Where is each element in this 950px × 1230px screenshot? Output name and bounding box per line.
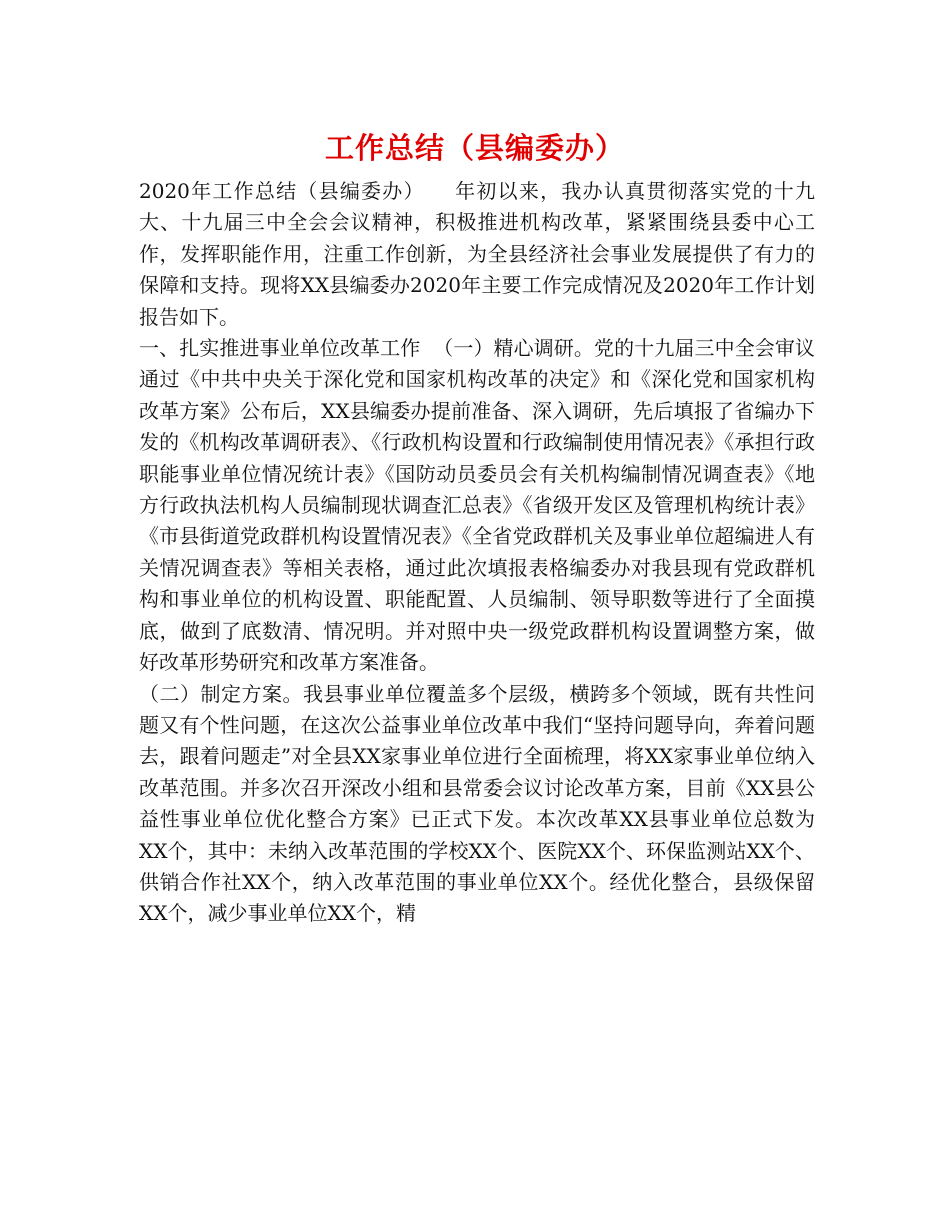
document-body (139, 176, 815, 930)
document-title: 工作总结（县编委办） (324, 131, 625, 165)
paragraph-section-1-plan: （二）制定方案。我县事业单位覆盖多个层级，横跨多个领域，既有共性问题又有个性问题，在这次公益事业单位改革中我们“坚持问题导向，奔着问题去，跟着问题走”对全县XX家事业单位进行全面梳理，将XX家事业单位纳入改革范围。并多次召开深改小组和县常委会议讨论改革方案，目前《XX县公益性事业单位优化整合方案》已正式下发。本次改革XX县事业单位总数为XX个，其中：未纳入改革范围的学校XX个、医院XX个、环保监测站XX个、供销合作社XX个，纳入改革范围的事业单位XX个。经优化整合，县级保留XX个，减少事业单位XX个，精 (139, 681, 815, 926)
paragraph-section-1-research: 一、扎实推进事业单位改革工作 （一）精心调研。党的十九届三中全会审议通过《中共中央关于深化党和国家机构改革的决定》和《深化党和国家机构改革方案》公布后，XX县编委办提前准备、深入调研，先后填报了省编办下发的《机构改革调研表》、《行政机构设置和行政编制使用情况表》《承担行政职能事业单位情况统计表》《国防动员委员会有关机构编制情况调查表》《地方行政执法机构人员编制现状调查汇总表》《省级开发区及管理机构统计表》《市县街道党政群机构设置情况表》《全省党政群机关及事业单位超编进人有关情况调查表》等相关表格，通过此次填报表格编委办对我县现有党政群机构和事业单位的机构设置、职能配置、人员编制、领导职数等进行了全面摸底，做到了底数清、情况明。并对照中央一级党政群机构设置调整方案，做好改革形势研究和改革方案准备。 (139, 336, 815, 675)
paragraph-intro: 2020年工作总结（县编委办） 年初以来，我办认真贯彻落实党的十九大、十九届三中全会会议精神，积极推进机构改革，紧紧围绕县委中心工作，发挥职能作用，注重工作创新，为全县经济社会事业发展提供了有力的保障和支持。现将XX县编委办2020年主要工作完成情况及2020年工作计划报告如下。 (139, 179, 815, 329)
